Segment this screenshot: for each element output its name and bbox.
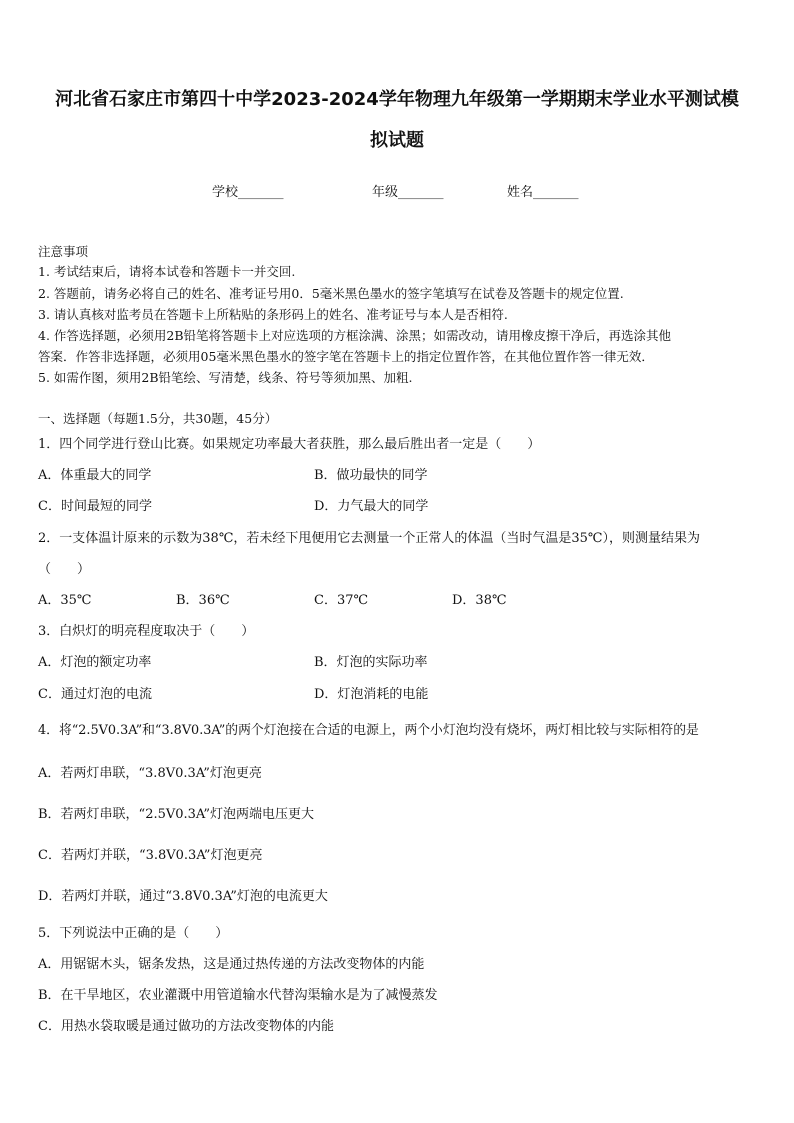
notice-item: 2. 答题前，请务必将自己的姓名、准考证号用0．5毫米黑色墨水的签字笔填写在试卷及答题卡的规定位置. [38,286,624,301]
exam-title-line-2: 拟试题 [370,130,424,151]
question-5-option-c[interactable]: C．用热水袋取暖是通过做功的方法改变物体的内能 [38,1019,334,1034]
question-2-option-c[interactable]: C．37℃ [314,593,369,608]
question-2-answer-blank: （ ） [38,562,91,577]
question-5-stem: 5．下列说法中正确的是（ ） [38,926,229,941]
notice-item: 1. 考试结束后，请将本试卷和答题卡一并交回. [38,264,296,279]
question-4-option-d[interactable]: D．若两灯并联，通过“3.8V0.3A”灯泡的电流更大 [38,889,328,904]
question-2-option-a[interactable]: A．35℃ [38,593,92,608]
question-4-option-b[interactable]: B．若两灯串联，“2.5V0.3A”灯泡两端电压更大 [38,807,315,822]
notice-item: 答案．作答非选择题，必须用05毫米黑色墨水的签字笔在答题卡上的指定位置作答，在其他位置作答一律无效． [38,349,654,364]
notice-heading: 注意事项 [38,244,89,259]
question-4-stem: 4．将“2.5V0.3A”和“3.8V0.3A”的两个灯泡接在合适的电源上，两个小灯泡均没有烧坏，两灯相比较与实际相符的是 [38,723,699,738]
question-1-option-d[interactable]: D．力气最大的同学 [314,499,429,514]
question-1-option-a[interactable]: A．体重最大的同学 [38,468,152,483]
question-5-option-b[interactable]: B．在干旱地区，农业灌溉中用管道输水代替沟渠输水是为了减慢蒸发 [38,988,438,1003]
question-4-option-a[interactable]: A．若两灯串联，“3.8V0.3A”灯泡更亮 [38,766,262,781]
question-1-stem: 1．四个同学进行登山比赛。如果规定功率最大者获胜，那么最后胜出者一定是（ ） [38,437,541,452]
question-2-option-b[interactable]: B．36℃ [176,593,230,608]
question-1-option-c[interactable]: C．时间最短的同学 [38,499,152,514]
question-3-option-b[interactable]: B．灯泡的实际功率 [314,655,428,670]
exam-title-line-1: 河北省石家庄市第四十中学2023-2024学年物理九年级第一学期期末学业水平测试模 [55,89,739,110]
question-2-stem: 2．一支体温计原来的示数为38℃，若未经下甩便用它去测量一个正常人的体温（当时气温是35℃），则测量结果为 [38,531,700,546]
name-field[interactable]: 姓名_______ [507,185,579,200]
question-3-option-c[interactable]: C．通过灯泡的电流 [38,687,152,702]
notice-item: 5. 如需作图，须用2B铅笔绘、写清楚，线条、符号等须加黑、加粗. [38,370,413,385]
question-4-option-c[interactable]: C．若两灯并联，“3.8V0.3A”灯泡更亮 [38,848,263,863]
school-field[interactable]: 学校_______ [212,185,284,200]
notice-item: 3. 请认真核对监考员在答题卡上所粘贴的条形码上的姓名、准考证号与本人是否相符. [38,307,508,322]
question-2-option-d[interactable]: D．38℃ [452,593,507,608]
section-heading: 一、选择题（每题1.5分，共30题，45分） [38,411,278,426]
question-3-stem: 3．白炽灯的明亮程度取决于（ ） [38,624,255,639]
question-3-option-d[interactable]: D．灯泡消耗的电能 [314,687,429,702]
question-5-option-a[interactable]: A．用锯锯木头，锯条发热，这是通过热传递的方法改变物体的内能 [38,957,425,972]
question-3-option-a[interactable]: A．灯泡的额定功率 [38,655,152,670]
question-1-option-b[interactable]: B．做功最快的同学 [314,468,428,483]
notice-item: 4. 作答选择题，必须用2B铅笔将答题卡上对应选项的方框涂满、涂黑；如需改动，请用橡皮擦干净后，再选涂其他 [38,328,672,343]
grade-field[interactable]: 年级_______ [372,185,444,200]
